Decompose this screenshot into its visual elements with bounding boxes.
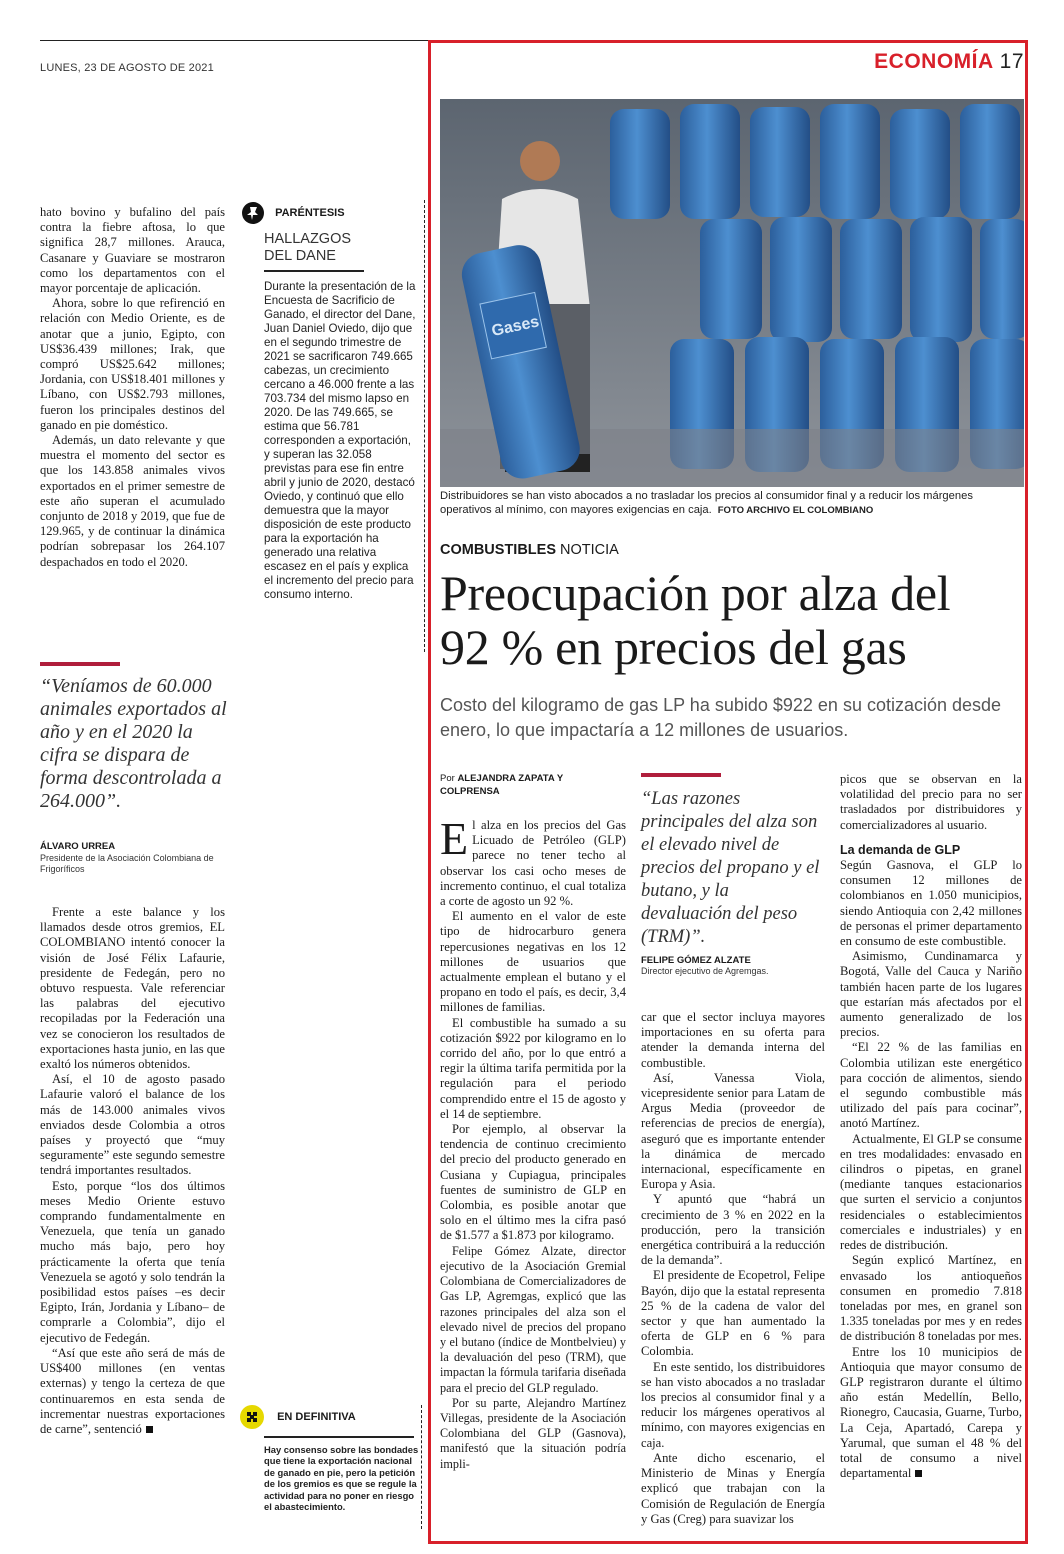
paragraph: hato bovino y bufalino del país contra la fiebre aftosa, lo que significa 28,7 millones. Arauca, Casanare y Guaviare se mostraron como los departamentos con el mayor porcentaje de aplicación. [40, 205, 225, 296]
article-column-2 [641, 1010, 825, 1527]
pull-quote-left: “Veníamos de 60.000 animales exportados al año y en el 2020 la cifra se dispara de forma descontrolada a 264.000”. [40, 675, 227, 812]
photo-credit: FOTO ARCHIVO EL COLOMBIANO [717, 505, 874, 516]
paragraph: Así, Vanessa Viola, vicepresidente senior para Latam de Argus Media (proveedor de referencias de precios de energía), aseguró que es importante entender la dinámica de mercado internacional, específicamente en Europa y Asia. [641, 1070, 825, 1192]
paragraph-text: Entre los 10 municipios de Antioquia que mayor consumo de GLP registraron durante el último año están Medellín, Bello, Rionegro, Caucasia, Guarne, Turbo, La Ceja, Apartadó, Carepa y Yarumal, que suman el 48 % del total de consumo a nivel departamental [840, 1344, 1022, 1481]
page-date: LUNES, 23 DE AGOSTO DE 2021 [40, 62, 214, 74]
paragraph: Según explicó Martínez, en envasado los antioqueños consumen en promedio 7.818 toneladas por mes, en granel son 1.335 toneladas por mes y en redes de distribución 8 toneladas por mes. [840, 1253, 1022, 1344]
paragraph: El presidente de Ecopetrol, Felipe Bayón, dijo que la estatal representa 25 % de la cadena de valor del sector y que han aumentado la oferta de GLP en 6 % para Colombia. [641, 1268, 825, 1359]
paragraph: Por ejemplo, al observar la tendencia de continuo crecimiento del precio del producto generado en Cusiana y Cupiagua, principales fuentes de suministro de GLP en Colombia, es posible anotar que solo en el último mes la cifra pasó de $1.577 a $1.873 por kilogramo. [440, 1122, 626, 1243]
parentesis-rule [264, 270, 364, 272]
parentesis-label: PARÉNTESIS [275, 207, 345, 219]
paragraph: Y apuntó que “habrá un crecimiento de 3 % en 2022 en la producción, pero la transición energética contribuirá a la reducción de la demanda”. [641, 1192, 825, 1268]
paragraph: Según Gasnova, el GLP lo consumen 12 millones de colombianos en 1.050 municipios, siendo Antioquia con 2,42 millones de personas el primer departamento en consumo de este combustible. [840, 858, 1022, 949]
article-column-3 [840, 772, 1022, 1481]
paragraph: Frente a este balance y los llamados desde otros gremios, EL COLOMBIANO intentó conocer la visión de José Félix Lafaurie, presidente de Fedegán, pero no obtuvo respuesta. Vale referenciar las palabras del ejecutivo recopiladas por la Federación una vez se conocieron los resultados de exportaciones hasta junio, en las que exaltó los números obtenidos. [40, 905, 225, 1072]
paragraph: picos que se observan en la volatilidad del precio para no ser trasladados por distribuidores y comercializadores al usuario. [840, 772, 1022, 832]
pull-quote-article: “Las razones principales del alza son el elevado nivel de precios del propano y el butano, y la devaluación del peso (TRM)”. [641, 789, 820, 947]
paragraph: Ante dicho escenario, el Ministerio de Minas y Energía explicó que trabajan con la Comisión de Regulación de Energía y Gas (Creg) para suavizar los [641, 1450, 825, 1526]
paragraph [40, 1346, 225, 1437]
byline-author: COLPRENSA [440, 786, 500, 797]
lead-photo [440, 99, 1024, 487]
parentesis-header [242, 202, 345, 224]
paragraph: Por su parte, Alejandro Martínez Villegas, presidente de la Asociación Colombiana del GLP (Gasnova), manifestó que la situación podría impli- [440, 1395, 626, 1471]
byline [440, 772, 563, 798]
gas-cylinders-photo [440, 99, 1024, 487]
lead-paragraph [440, 813, 626, 909]
quote-author: FELIPE GÓMEZ ALZATE [641, 955, 751, 966]
paragraph: Actualmente, El GLP se consume en tres modalidades: envasado en cilindros o pipetas, en granel (mediante tanques estacionarios que surten el servicio a conjuntos residenciales o establecimientos comerciales e industriales) y en redes de distribución. [840, 1131, 1022, 1253]
section-header [874, 50, 1024, 74]
paragraph: “El 22 % de las familias en Colombia utilizan este energético para cocción de alimentos, siendo el segundo combustible más utilizado del país para cocinar”, anotó Martínez. [840, 1040, 1022, 1131]
byline-author: ALEJANDRA ZAPATA Y [457, 773, 564, 784]
byline-prefix: Por [440, 773, 455, 784]
paragraph-text: l alza en los precios del Gas Licuado de Petróleo (GLP) parece no tener techo al observar los casi ocho meses de incremento continuo, el cual totaliza a corte de agosto un 92 %. [440, 818, 626, 909]
parentesis-title-line: DEL DANE [264, 248, 336, 264]
caption-text: Distribuidores se han visto abocados a no trasladar los precios al consumidor final y a reducir los márgenes operativos al mínimo, con mayores exigencias en caja. [440, 490, 973, 516]
paragraph: Felipe Gómez Alzate, director ejecutivo de la Asociación Gremial Colombiana de Comercializadores de Gas LP, Agremgas, explicó que las razones principales del alza son el elevado nivel de precios del propano y el butano (índice de Montbelvieu) y la devaluación del peso (TRM), que impactan la fórmula tarifaria diseñada para el precio del GLP regulado. [440, 1243, 626, 1395]
paragraph: En este sentido, los distribuidores se han visto abocados a no trasladar los precios al consumidor final y a reducir los márgenes operativos al mínimo, con mayores exigencias en caja. [641, 1359, 825, 1450]
quote-rule [40, 662, 120, 666]
page-number: 17 [999, 50, 1024, 73]
paragraph: Además, un dato relevante y que muestra el momento del sector es que los 143.858 animales vivos exportados en el primer semestre de este año superan el acumulado conjunto de 2018 y 2019, que fue de 129.965, y de continuar la dinámica podrían sobrepasar los 264.107 despachados en todo el 2020. [40, 433, 225, 569]
paragraph: Esto, porque “los dos últimos meses Medio Oriente estuvo comprando fundamentalmente en Venezuela, que tenía un ganado mucho más bajo, pero hoy prácticamente la oferta que tenía Venezuela se agotó y solo tendrán la posibilidad estos países –es decir Egipto, Irán, Jordania y Líbano– de comprarle a Colombia”, dijo el ejecutivo de Fedegán. [40, 1178, 225, 1345]
kicker-type: NOTICIA [560, 542, 619, 558]
photo-caption [440, 489, 1024, 518]
quote-rule [641, 773, 721, 777]
end-mark [146, 1426, 153, 1433]
drop-cap: E [440, 813, 469, 864]
en-definitiva-rule [264, 1436, 414, 1438]
parentesis-text: Durante la presentación de la Encuesta de Sacrificio de Ganado, el director del Dane, Juan Daniel Oviedo, dijo que en el segundo trimestre de 2021 se sacrificaron 749.665 cabezas, un crecimiento cercano a 46.000 frente a las 703.734 del mismo lapso en 2020. De las 749.665, se estima que 56.781 corresponden a exportación, y superan las 32.058 previstas para ese fin entre abril y junio de 2020, destacó Oviedo, y continuó que ello demuestra que la mayor disposición de este producto para la exportación ha generado una relativa escasez en el país y explica el incremento del precio para consumo interno. [264, 280, 416, 601]
article-column-1 [440, 813, 626, 1472]
paragraph: Asimismo, Cundinamarca y Bogotá, Valle del Cauca y Nariño también hacen parte de los lugares que estarían más afectados por el aumento generalizado de los precios. [840, 949, 1022, 1040]
headline [440, 566, 1030, 674]
paragraph: El combustible ha sumado a su cotización $922 por kilogramo en lo corrido del año, por lo que entró a regir la última tarifa permitida por la regulación para el periodo comprendido entre el 15 de agosto y el 14 de septiembre. [440, 1015, 626, 1121]
headline-line: Preocupación por alza del [440, 565, 951, 621]
subhead: La demanda de GLP [840, 842, 961, 857]
cylinder-brand-label: Gases [490, 313, 541, 340]
en-definitiva-label: EN DEFINITIVA [277, 1411, 356, 1423]
paragraph: car que el sector incluya mayores importaciones en su oferta para atender la demanda interna del combustible. [641, 1010, 825, 1070]
kicker-topic: COMBUSTIBLES [440, 542, 556, 558]
article-kicker [440, 542, 619, 558]
quote-author: ÁLVARO URREA [40, 841, 116, 852]
en-definitiva-header [240, 1405, 356, 1429]
section-name: ECONOMÍA [874, 50, 994, 73]
left-column-2 [40, 905, 225, 1437]
parentesis-title [264, 231, 351, 265]
quote-author-role: Presidente de la Asociación Colombiana de Frigoríficos [40, 853, 214, 874]
paragraph [840, 1345, 1022, 1482]
en-definitiva-text: Hay consenso sobre las bondades que tiene la exportación nacional de ganado en pie, pero la petición de los gremios es que se regule la actividad para no poner en riesgo el abastecimiento. [264, 1444, 419, 1513]
checkered-icon [240, 1405, 264, 1429]
quote-author-role: Director ejecutivo de Agremgas. [641, 966, 769, 976]
pushpin-icon [242, 202, 264, 224]
paragraph: Así, el 10 de agosto pasado Lafaurie valoró el balance de los más de 143.000 animales vivos enviados desde Colombia a otros países y proyectó que “muy seguramente” este segundo semestre tendrá importantes resultados. [40, 1072, 225, 1178]
parentesis-box [250, 200, 425, 652]
paragraph: El aumento en el valor de este tipo de hidrocarburo genera repercusiones negativas en los 12 millones de usuarios que actualmente emplean el butano y el propano en todo el país, es decir, 3,4 millones de familias. [440, 909, 626, 1015]
en-definitiva-box [250, 1405, 422, 1529]
end-mark [915, 1470, 922, 1477]
left-column-1 [40, 205, 225, 570]
parentesis-title-line: HALLAZGOS [264, 231, 352, 247]
dek: Costo del kilogramo de gas LP ha subido $922 en su cotización desde enero, lo que impactaría a 12 millones de usuarios. [440, 695, 1002, 740]
paragraph-text: “Así que este año será de más de US$400 millones (en ventas externas) y tengo la certeza de que continuaremos en esta senda de incrementar nuestras exportaciones de carne”, sentenció [40, 1345, 225, 1436]
headline-line: 92 % en precios del gas [440, 619, 907, 675]
paragraph: Ahora, sobre lo que refirenció en relación con Medio Oriente, es de anotar que a junio, Egipto, con US$36.439 millones; Irak, que compró US$25.642 millones; Jordania, con US$18.401 millones y Líbano, con US$2.793 millones, fueron los principales destinos del ganado en pie doméstico. [40, 296, 225, 432]
